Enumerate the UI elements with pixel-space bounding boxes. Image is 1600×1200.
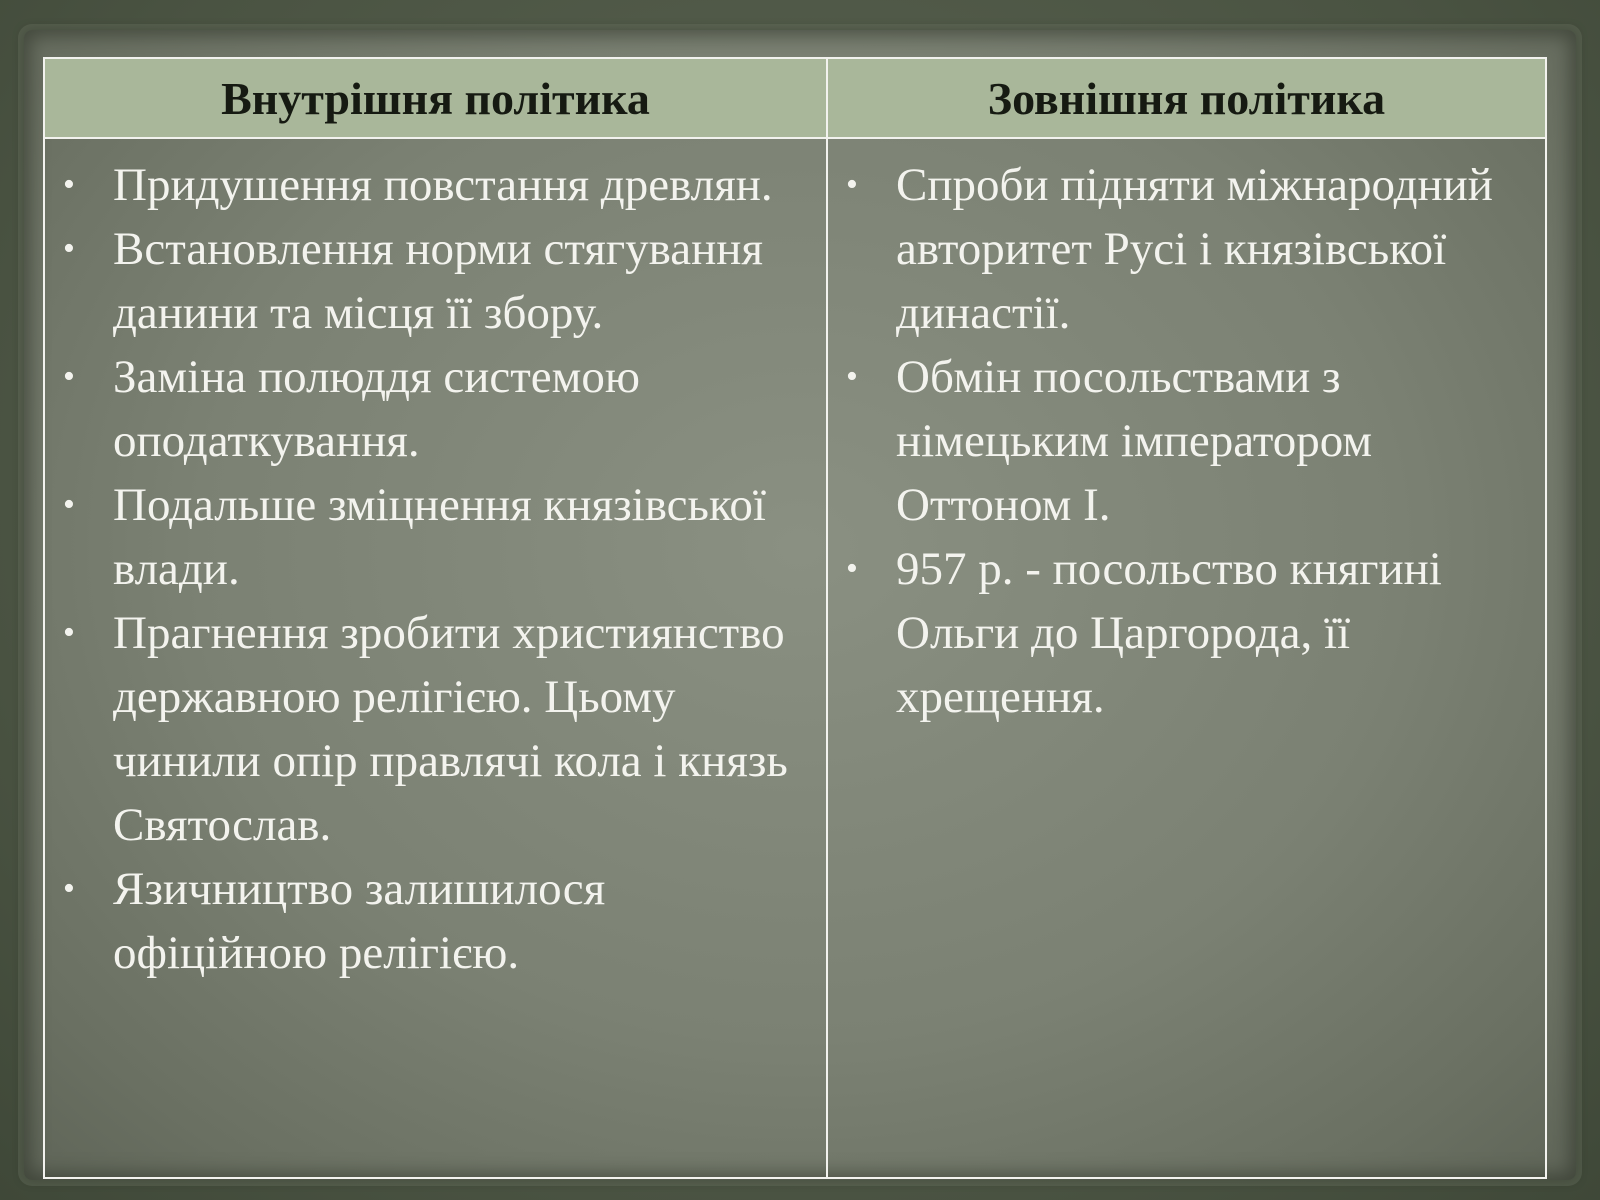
external-policy-cell	[827, 138, 1546, 1178]
list-item	[59, 153, 818, 217]
bullet-icon: •	[63, 614, 75, 651]
header-internal-policy: Внутрішня політика	[44, 58, 827, 138]
list-item-text: Заміна полюддя системою оподаткування.	[113, 351, 641, 467]
bullet-icon: •	[846, 358, 858, 395]
bullet-icon: •	[63, 870, 75, 907]
list-item-text: Подальше зміцнення князівської влади.	[113, 479, 766, 595]
list-item-text: Встановлення норми стягування данини та місця її збору.	[113, 223, 764, 339]
table-header-row	[44, 58, 1546, 138]
bullet-icon: •	[63, 486, 75, 523]
list-item-text: Прагнення зробити християнство державною релігією. Цьому чинили опір правлячі кола і князь Святослав.	[113, 607, 788, 851]
list-item	[59, 473, 818, 601]
bullet-icon: •	[63, 230, 75, 267]
bullet-icon: •	[63, 358, 75, 395]
list-item	[59, 857, 818, 985]
list-item	[59, 345, 818, 473]
internal-policy-list	[45, 139, 826, 985]
list-item	[59, 601, 818, 857]
list-item-text: Спроби підняти міжнародний авторитет Русі і князівської династії.	[896, 159, 1493, 339]
policy-table	[43, 57, 1547, 1179]
list-item-text: Обмін посольствами з німецьким імператором Оттоном I.	[896, 351, 1373, 531]
list-item	[842, 153, 1537, 345]
list-item	[842, 345, 1537, 537]
header-external-policy: Зовнішня політика	[827, 58, 1546, 138]
list-item-text: Язичництво залишилося офіційною релігією.	[113, 863, 606, 979]
external-policy-list	[828, 139, 1545, 729]
list-item-text: 957 р. - посольство княгині Ольги до Царгорода, її хрещення.	[896, 543, 1442, 723]
bullet-icon: •	[846, 550, 858, 587]
list-item	[59, 217, 818, 345]
list-item-text: Придушення повстання древлян.	[113, 159, 773, 211]
list-item	[842, 537, 1537, 729]
internal-policy-cell	[44, 138, 827, 1178]
bullet-icon: •	[63, 166, 75, 203]
bullet-icon: •	[846, 166, 858, 203]
table-body-row	[44, 138, 1546, 1178]
